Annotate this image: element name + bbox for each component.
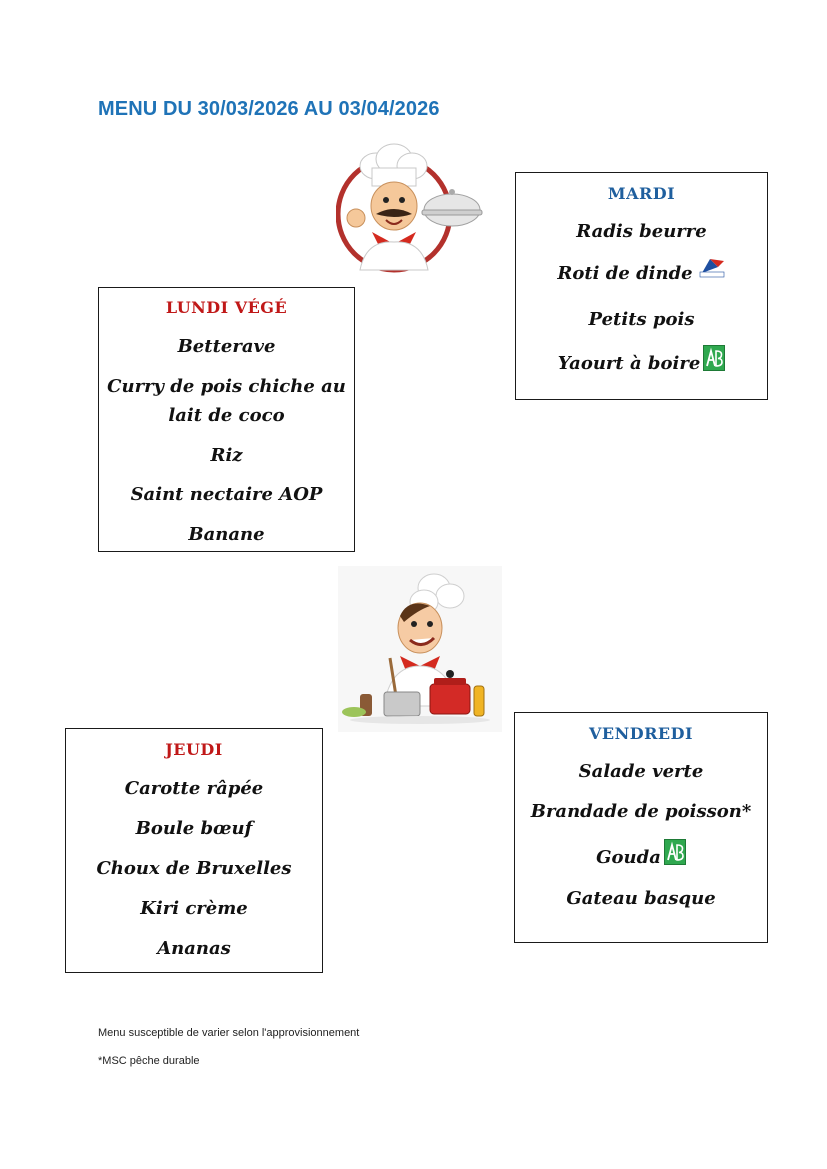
dish: Ananas <box>157 938 231 959</box>
dish: Salade verte <box>578 761 704 782</box>
day-card-lundi <box>98 287 355 552</box>
dish: Banane <box>188 524 265 545</box>
dish: Petits pois <box>588 309 695 330</box>
dish: Riz <box>210 445 243 466</box>
dish: Choux de Bruxelles <box>96 858 292 879</box>
dish: Gouda <box>596 847 661 868</box>
dish-row <box>516 349 767 378</box>
dish: Curry de pois chiche au lait de coco <box>107 376 346 426</box>
chef-cloche-illustration <box>336 140 486 275</box>
dish: Radis beurre <box>576 221 707 242</box>
dish: Roti de dinde <box>557 263 693 284</box>
day-name: MARDI <box>607 184 676 203</box>
agriculture-bio-icon <box>664 839 686 865</box>
page-title: MENU DU 30/03/2026 AU 03/04/2026 <box>98 98 440 120</box>
day-name: JEUDI <box>165 740 223 759</box>
day-name: VENDREDI <box>589 724 693 743</box>
volaille-francaise-icon <box>696 255 726 279</box>
footnote-supply: Menu susceptible de varier selon l'approvisionnement <box>98 1027 360 1039</box>
footnote-msc: *MSC pêche durable <box>98 1055 200 1067</box>
dish: Kiri crème <box>140 898 248 919</box>
day-card-vendredi <box>514 712 768 943</box>
dish: Saint nectaire AOP <box>130 484 323 505</box>
agriculture-bio-icon <box>703 345 725 371</box>
chef-cooking-illustration <box>338 566 502 732</box>
dish-row <box>515 843 767 872</box>
dish: Boule bœuf <box>135 818 253 839</box>
dish: Brandade de poisson* <box>530 801 752 822</box>
dish: Yaourt à boire <box>557 353 701 374</box>
day-card-mardi <box>515 172 768 400</box>
dish-row <box>516 259 767 288</box>
day-name: LUNDI VÉGÉ <box>165 298 288 317</box>
dish: Betterave <box>177 336 276 357</box>
dish: Gateau basque <box>566 888 716 909</box>
dish: Carotte râpée <box>124 778 264 799</box>
day-card-jeudi <box>65 728 323 973</box>
